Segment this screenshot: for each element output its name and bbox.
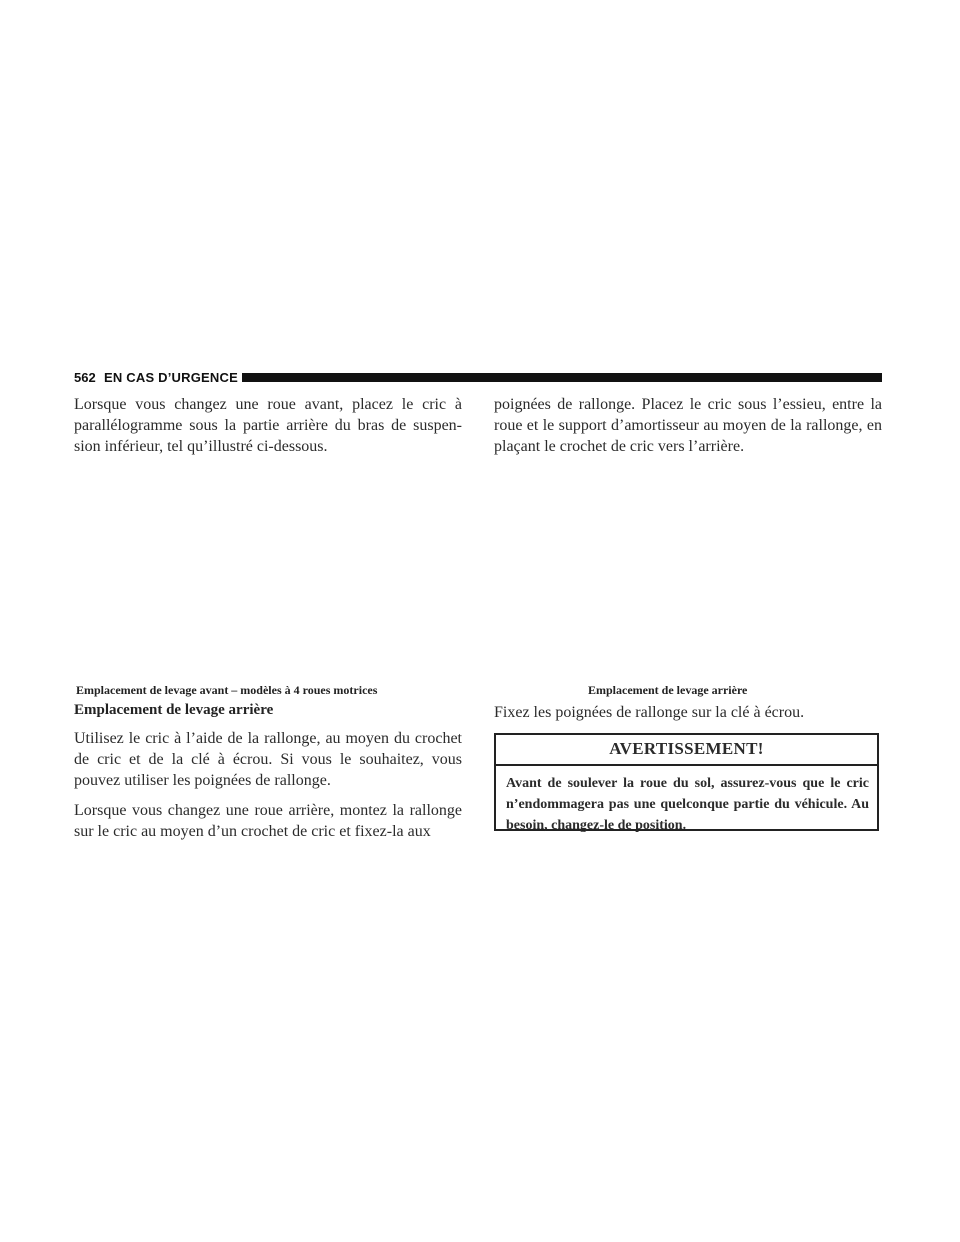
- rear-lift-caption: Emplacement de levage arrière: [588, 683, 748, 697]
- warning-title: AVERTISSEMENT!: [496, 735, 877, 766]
- rear-wheel-continuation-paragraph: poignées de rallonge. Placez le cric sous l’essieu, entre la roue et le support d’amortisseur au moyen de la rallonge, en plaçant le crochet de cric vers l’arrière.: [494, 396, 882, 455]
- rear-lift-heading: Emplacement de levage arrière: [74, 702, 274, 718]
- left-column-bottom: [74, 728, 462, 851]
- right-column-top: [494, 394, 882, 466]
- left-column-top: [74, 394, 462, 466]
- right-column-bottom: [494, 702, 882, 732]
- section-title: EN CAS D’URGENCE: [104, 370, 238, 385]
- page-number: 562: [74, 370, 96, 385]
- rear-wheel-paragraph: Lorsque vous changez une roue arrière, montez la rallonge sur le cric au moyen d’un crochet de cric et fixez-la aux: [74, 802, 462, 840]
- attach-handles-paragraph: Fixez les poignées de rallonge sur la clé à écrou.: [494, 704, 805, 721]
- front-lift-caption: Emplacement de levage avant – modèles à 4 roues motrices: [76, 683, 378, 697]
- warning-box: [494, 733, 879, 831]
- front-wheel-paragraph: Lorsque vous changez une roue avant, placez le cric à parallélogramme sous la partie arrière du bras de suspen-sion inférieur, tel qu’illustré ci-dessous.: [74, 396, 462, 455]
- page-header: [74, 369, 882, 387]
- warning-text: Avant de soulever la roue du sol, assurez-vous que le cric n’endommagera pas une quelconque partie du véhicule. Au besoin, changez-le de position.: [506, 776, 869, 833]
- jack-usage-paragraph: Utilisez le cric à l’aide de la rallonge, au moyen du crochet de cric et de la clé à écrou. Si vous le souhaitez, vous pouvez utiliser les poignées de rallonge.: [74, 730, 462, 789]
- header-rule: [242, 373, 882, 382]
